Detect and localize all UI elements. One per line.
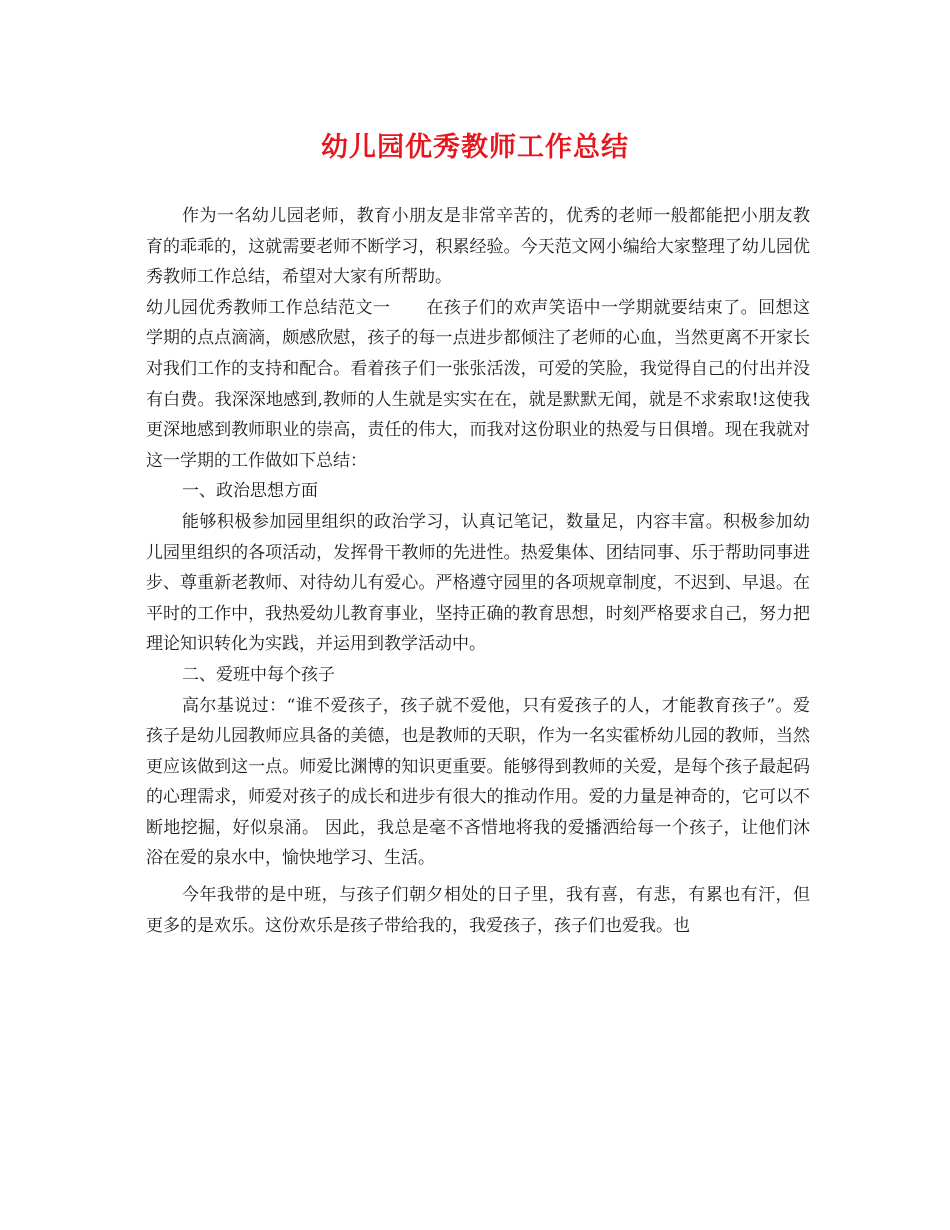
section-2-text: 高尔基说过：“谁不爱孩子，孩子就不爱他，只有爱孩子的人，才能教育孩子”。爱孩子是幼儿园教师应具备的美德，也是教师的天职，作为一名实霍桥幼儿园的教师，当然更应该做到这一点。师爱比渊博的知识更重要。能够得到教师的关爱，是每个孩子最起码的心理需求，师爱对孩子的成长和进步有很大的推动作用。爱的力量是神奇的，它可以不断地挖掘，好似泉涌。 因此，我总是毫不吝惜地将我的爱播洒给每一个孩子，让他们沐浴在爱的泉水中，愉快地学习、生活。 <box>146 695 810 869</box>
document-title: 幼儿园优秀教师工作总结 <box>321 132 629 163</box>
section-2-text-continued: 今年我带的是中班，与孩子们朝夕相处的日子里，我有喜，有悲，有累也有汗，但更多的是欢乐。这份欢乐是孩子带给我的，我爱孩子，孩子们也爱我。也 <box>146 885 810 936</box>
intro-paragraph: 作为一名幼儿园老师，教育小朋友是非常辛苦的，优秀的老师一般都能把小朋友教育的乖乖的，这就需要老师不断学习，积累经验。今天范文网小编给大家整理了幼儿园优秀教师工作总结，希望对大家有所帮助。 <box>146 206 810 288</box>
sample-paragraph <box>146 293 810 477</box>
section-1-heading: 一、政治思想方面 <box>182 481 318 502</box>
sample-opening: 在孩子们的欢声笑语中一学期就要结束了。回想这学期的点点滴滴，颇感欣慰，孩子的每一点进步都倾注了老师的心血，当然更离不开家长对我们工作的支持和配合。看着孩子们一张张活泼，可爱的笑脸，我觉得自己的付出并没有白费。我深深地感到,教师的人生就是实实在在，就是默默无闻，就是不求索取!这使我更深地感到教师职业的崇高，责任的伟大，而我对这份职业的热爱与日俱增。现在我就对这一学期的工作做如下总结： <box>146 297 811 471</box>
document-body <box>146 201 810 941</box>
section-2-heading: 二、爱班中每个孩子 <box>182 664 335 685</box>
section-1-text: 能够积极参加园里组织的政治学习，认真记笔记，数量足，内容丰富。积极参加幼儿园里组织的各项活动，发挥骨干教师的先进性。热爱集体、团结同事、乐于帮助同事进步、尊重新老教师、对待幼儿有爱心。严格遵守园里的各项规章制度，不迟到、早退。在平时的工作中，我热爱幼儿教育事业，坚持正确的教育思想，时刻严格要求自己，努力把理论知识转化为实践，并运用到教学活动中。 <box>146 511 810 655</box>
sample-label: 幼儿园优秀教师工作总结范文一 <box>146 297 391 318</box>
